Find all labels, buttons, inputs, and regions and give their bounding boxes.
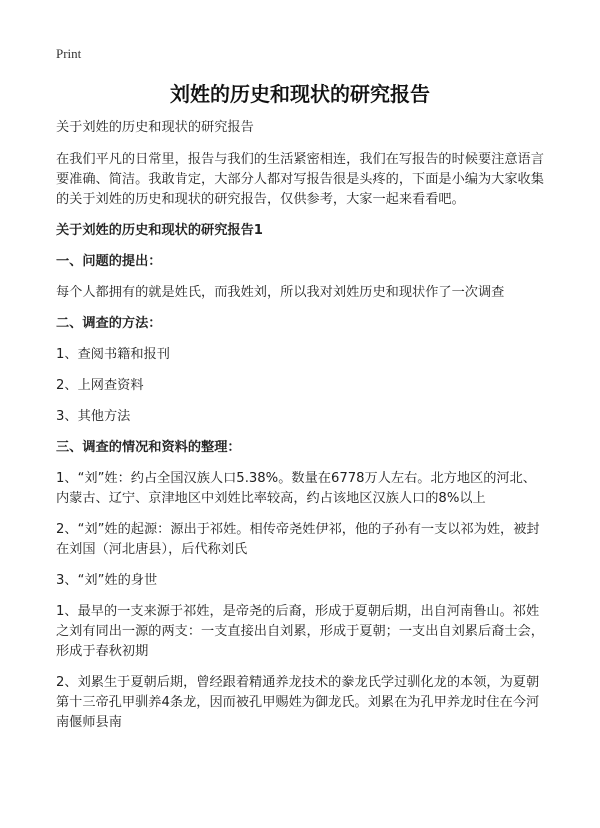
findings-paragraph: 1、最早的一支来源于祁姓，是帝尧的后裔，形成于夏朝后期，出自河南鲁山。祁姓之刘有同出一源的两支：一支直接出自刘累，形成于夏朝；一支出自刘累后裔士会，形成于春秋初期 [56, 604, 544, 659]
intro-paragraph: 在我们平凡的日常里，报告与我们的生活紧密相连，我们在写报告的时候要注意语言要准确、简洁。我敢肯定，大部分人都对写报告很是头疼的，下面是小编为大家收集的关于刘姓的历史和现状的研究报告，仅供参考，大家一起来看看吧。 [56, 152, 544, 207]
report-heading: 关于刘姓的历史和现状的研究报告1 [56, 223, 263, 238]
article-body [56, 118, 548, 744]
findings-paragraph: 2、“刘”姓的起源：源出于祁姓。相传帝尧姓伊祁，他的子孙有一支以祁为姓，被封在刘国（河北唐县），后代称刘氏 [56, 522, 540, 557]
method-item: 2、上网查资料 [56, 378, 144, 393]
method-item: 3、其他方法 [56, 409, 131, 424]
section-heading-problem: 一、问题的提出： [56, 254, 162, 269]
method-item: 1、查阅书籍和报刊 [56, 347, 170, 362]
findings-paragraph: 1、“刘”姓：约占全国汉族人口5.38%。数量在6778万人左右。北方地区的河北、内蒙古、辽宁、京津地区中刘姓比率较高，约占该地区汉族人口的8%以上 [56, 471, 536, 506]
print-link[interactable]: Print [56, 46, 82, 61]
problem-paragraph: 每个人都拥有的就是姓氏，而我姓刘，所以我对刘姓历史和现状作了一次调查 [56, 285, 505, 300]
article-subtitle: 关于刘姓的历史和现状的研究报告 [56, 120, 254, 135]
findings-paragraph: 2、刘累生于夏朝后期，曾经跟着精通养龙技术的豢龙氏学过驯化龙的本领，为夏朝第十三帝孔甲驯养4条龙，因而被孔甲赐姓为御龙氏。刘累在为孔甲养龙时住在今河南偃师县南 [56, 675, 540, 730]
section-heading-findings: 三、调查的情况和资料的整理： [56, 440, 241, 455]
section-heading-method: 二、调查的方法： [56, 316, 162, 331]
page-title: 刘姓的历史和现状的研究报告 [170, 82, 430, 106]
findings-paragraph: 3、“刘”姓的身世 [56, 573, 158, 588]
